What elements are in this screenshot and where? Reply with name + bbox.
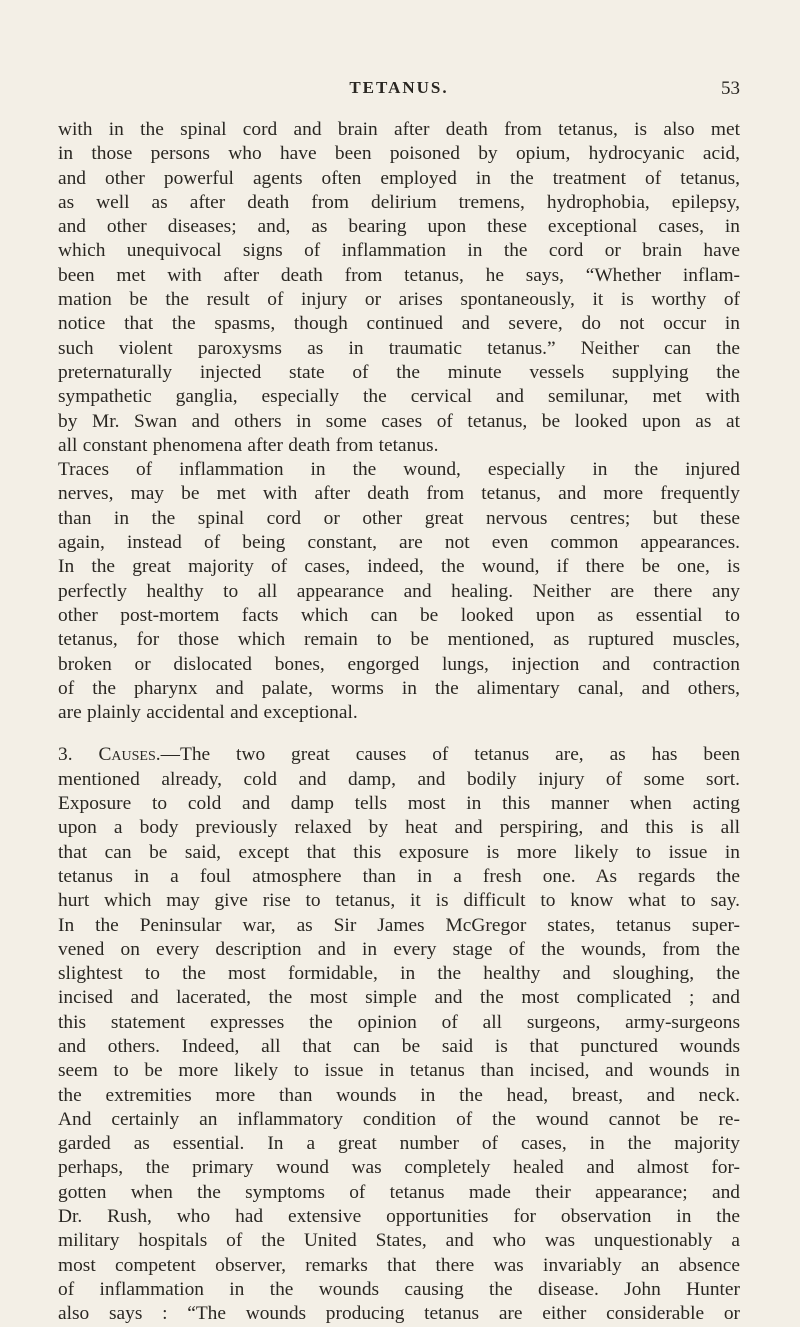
paragraph-gap	[58, 725, 740, 743]
paragraph-line: sympathetic ganglia, especially the cervical and semilunar, met with	[58, 386, 740, 408]
paragraph-line: all constant phenomena after death from tetanus.	[58, 434, 439, 456]
paragraph-line: the extremities more than wounds in the head, breast, and neck.	[58, 1084, 740, 1106]
paragraph-3-causes	[58, 743, 740, 1326]
paragraph-line: Dr. Rush, who had extensive opportunities for observation in the	[58, 1206, 740, 1228]
paragraph-line: In the Peninsular war, as Sir James McGregor states, tetanus super-	[58, 914, 740, 936]
paragraph-line: nerves, may be met with after death from tetanus, and more frequently	[58, 483, 740, 505]
paragraph-line: broken or dislocated bones, engorged lungs, injection and contraction	[58, 653, 740, 675]
paragraph-line: by Mr. Swan and others in some cases of tetanus, be looked upon as at	[58, 410, 740, 432]
paragraph-line: and other diseases; and, as bearing upon these exceptional cases, in	[58, 216, 740, 238]
paragraph-line: garded as essential. In a great number of cases, in the majority	[58, 1133, 740, 1155]
paragraph-line: of inflammation in the wounds causing the disease. John Hunter	[58, 1278, 740, 1300]
paragraph-line: been met with after death from tetanus, he says, “Whether inflam-	[58, 264, 740, 286]
paragraph-line: tetanus in a foul atmosphere than in a fresh one. As regards the	[58, 865, 740, 887]
paragraph-line: as well as after death from delirium tremens, hydrophobia, epilepsy,	[58, 191, 740, 213]
paragraph-line: other post-mortem facts which can be looked upon as essential to	[58, 604, 740, 626]
paragraph-line: than in the spinal cord or other great nervous centres; but these	[58, 507, 740, 529]
paragraph-line: gotten when the symptoms of tetanus made their appearance; and	[58, 1181, 740, 1203]
paragraph-line: such violent paroxysms as in traumatic tetanus.” Neither can the	[58, 337, 740, 359]
paragraph-line: Traces of inflammation in the wound, especially in the injured	[58, 459, 740, 481]
paragraph-line	[58, 743, 740, 767]
paragraph-line: incised and lacerated, the most simple and the most complicated ; and	[58, 987, 740, 1009]
paragraph-line: also says : “The wounds producing tetanus are either considerable or	[58, 1303, 740, 1325]
paragraph-line: Exposure to cold and damp tells most in this manner when acting	[58, 793, 740, 815]
paragraph-line: perfectly healthy to all appearance and healing. Neither are there any	[58, 580, 740, 602]
paragraph-line: in those persons who have been poisoned by opium, hydrocyanic acid,	[58, 143, 740, 165]
paragraph-line: most competent observer, remarks that there was invariably an absence	[58, 1254, 740, 1276]
paragraph-line-text: —The two great causes of tetanus are, as has been	[160, 744, 740, 766]
section-number: 3.	[58, 744, 73, 766]
paragraph-line: of the pharynx and palate, worms in the alimentary canal, and others,	[58, 677, 740, 699]
body-text	[58, 118, 740, 1327]
paragraph-line: which unequivocal signs of inflammation in the cord or brain have	[58, 240, 740, 262]
running-title: TETANUS.	[349, 78, 449, 97]
paragraph-line: preternaturally injected state of the minute vessels supplying the	[58, 361, 740, 383]
paragraph-line: mation be the result of injury or arises spontaneously, it is worthy of	[58, 289, 740, 311]
page-header	[58, 78, 740, 104]
paragraph-line: mentioned already, cold and damp, and bodily injury of some sort.	[58, 768, 740, 790]
paragraph-line: seem to be more likely to issue in tetanus than incised, and wounds in	[58, 1060, 740, 1082]
paragraph-line: this statement expresses the opinion of all surgeons, army-surgeons	[58, 1011, 740, 1033]
paragraph-line: hurt which may give rise to tetanus, it is difficult to know what to say.	[58, 890, 740, 912]
paragraph-line: again, instead of being constant, are not even common appearances.	[58, 532, 740, 554]
paragraph-line: tetanus, for those which remain to be mentioned, as ruptured muscles,	[58, 629, 740, 651]
section-heading: Causes.	[98, 744, 161, 766]
paragraph-line: upon a body previously relaxed by heat and perspiring, and this is all	[58, 817, 740, 839]
paragraph-2	[58, 458, 740, 725]
paragraph-line: vened on every description and in every stage of the wounds, from the	[58, 938, 740, 960]
paragraph-line: slightest to the most formidable, in the healthy and sloughing, the	[58, 963, 740, 985]
paragraph-line: are plainly accidental and exceptional.	[58, 702, 358, 724]
paragraph-line: and others. Indeed, all that can be said is that punctured wounds	[58, 1035, 740, 1057]
paragraph-line: perhaps, the primary wound was completely healed and almost for-	[58, 1157, 740, 1179]
paragraph-line: military hospitals of the United States, and who was unquestionably a	[58, 1230, 740, 1252]
paragraph-line: and other powerful agents often employed in the treatment of tetanus,	[58, 167, 740, 189]
paragraph-line: that can be said, except that this exposure is more likely to issue in	[58, 841, 740, 863]
paragraph-line: notice that the spasms, though continued and severe, do not occur in	[58, 313, 740, 335]
paragraph-line: with in the spinal cord and brain after death from tetanus, is also met	[58, 119, 740, 140]
paragraph-line: In the great majority of cases, indeed, the wound, if there be one, is	[58, 556, 740, 578]
paragraph-1	[58, 118, 740, 458]
page-number: 53	[721, 78, 740, 99]
paragraph-line: And certainly an inflammatory condition of the wound cannot be re-	[58, 1108, 740, 1130]
